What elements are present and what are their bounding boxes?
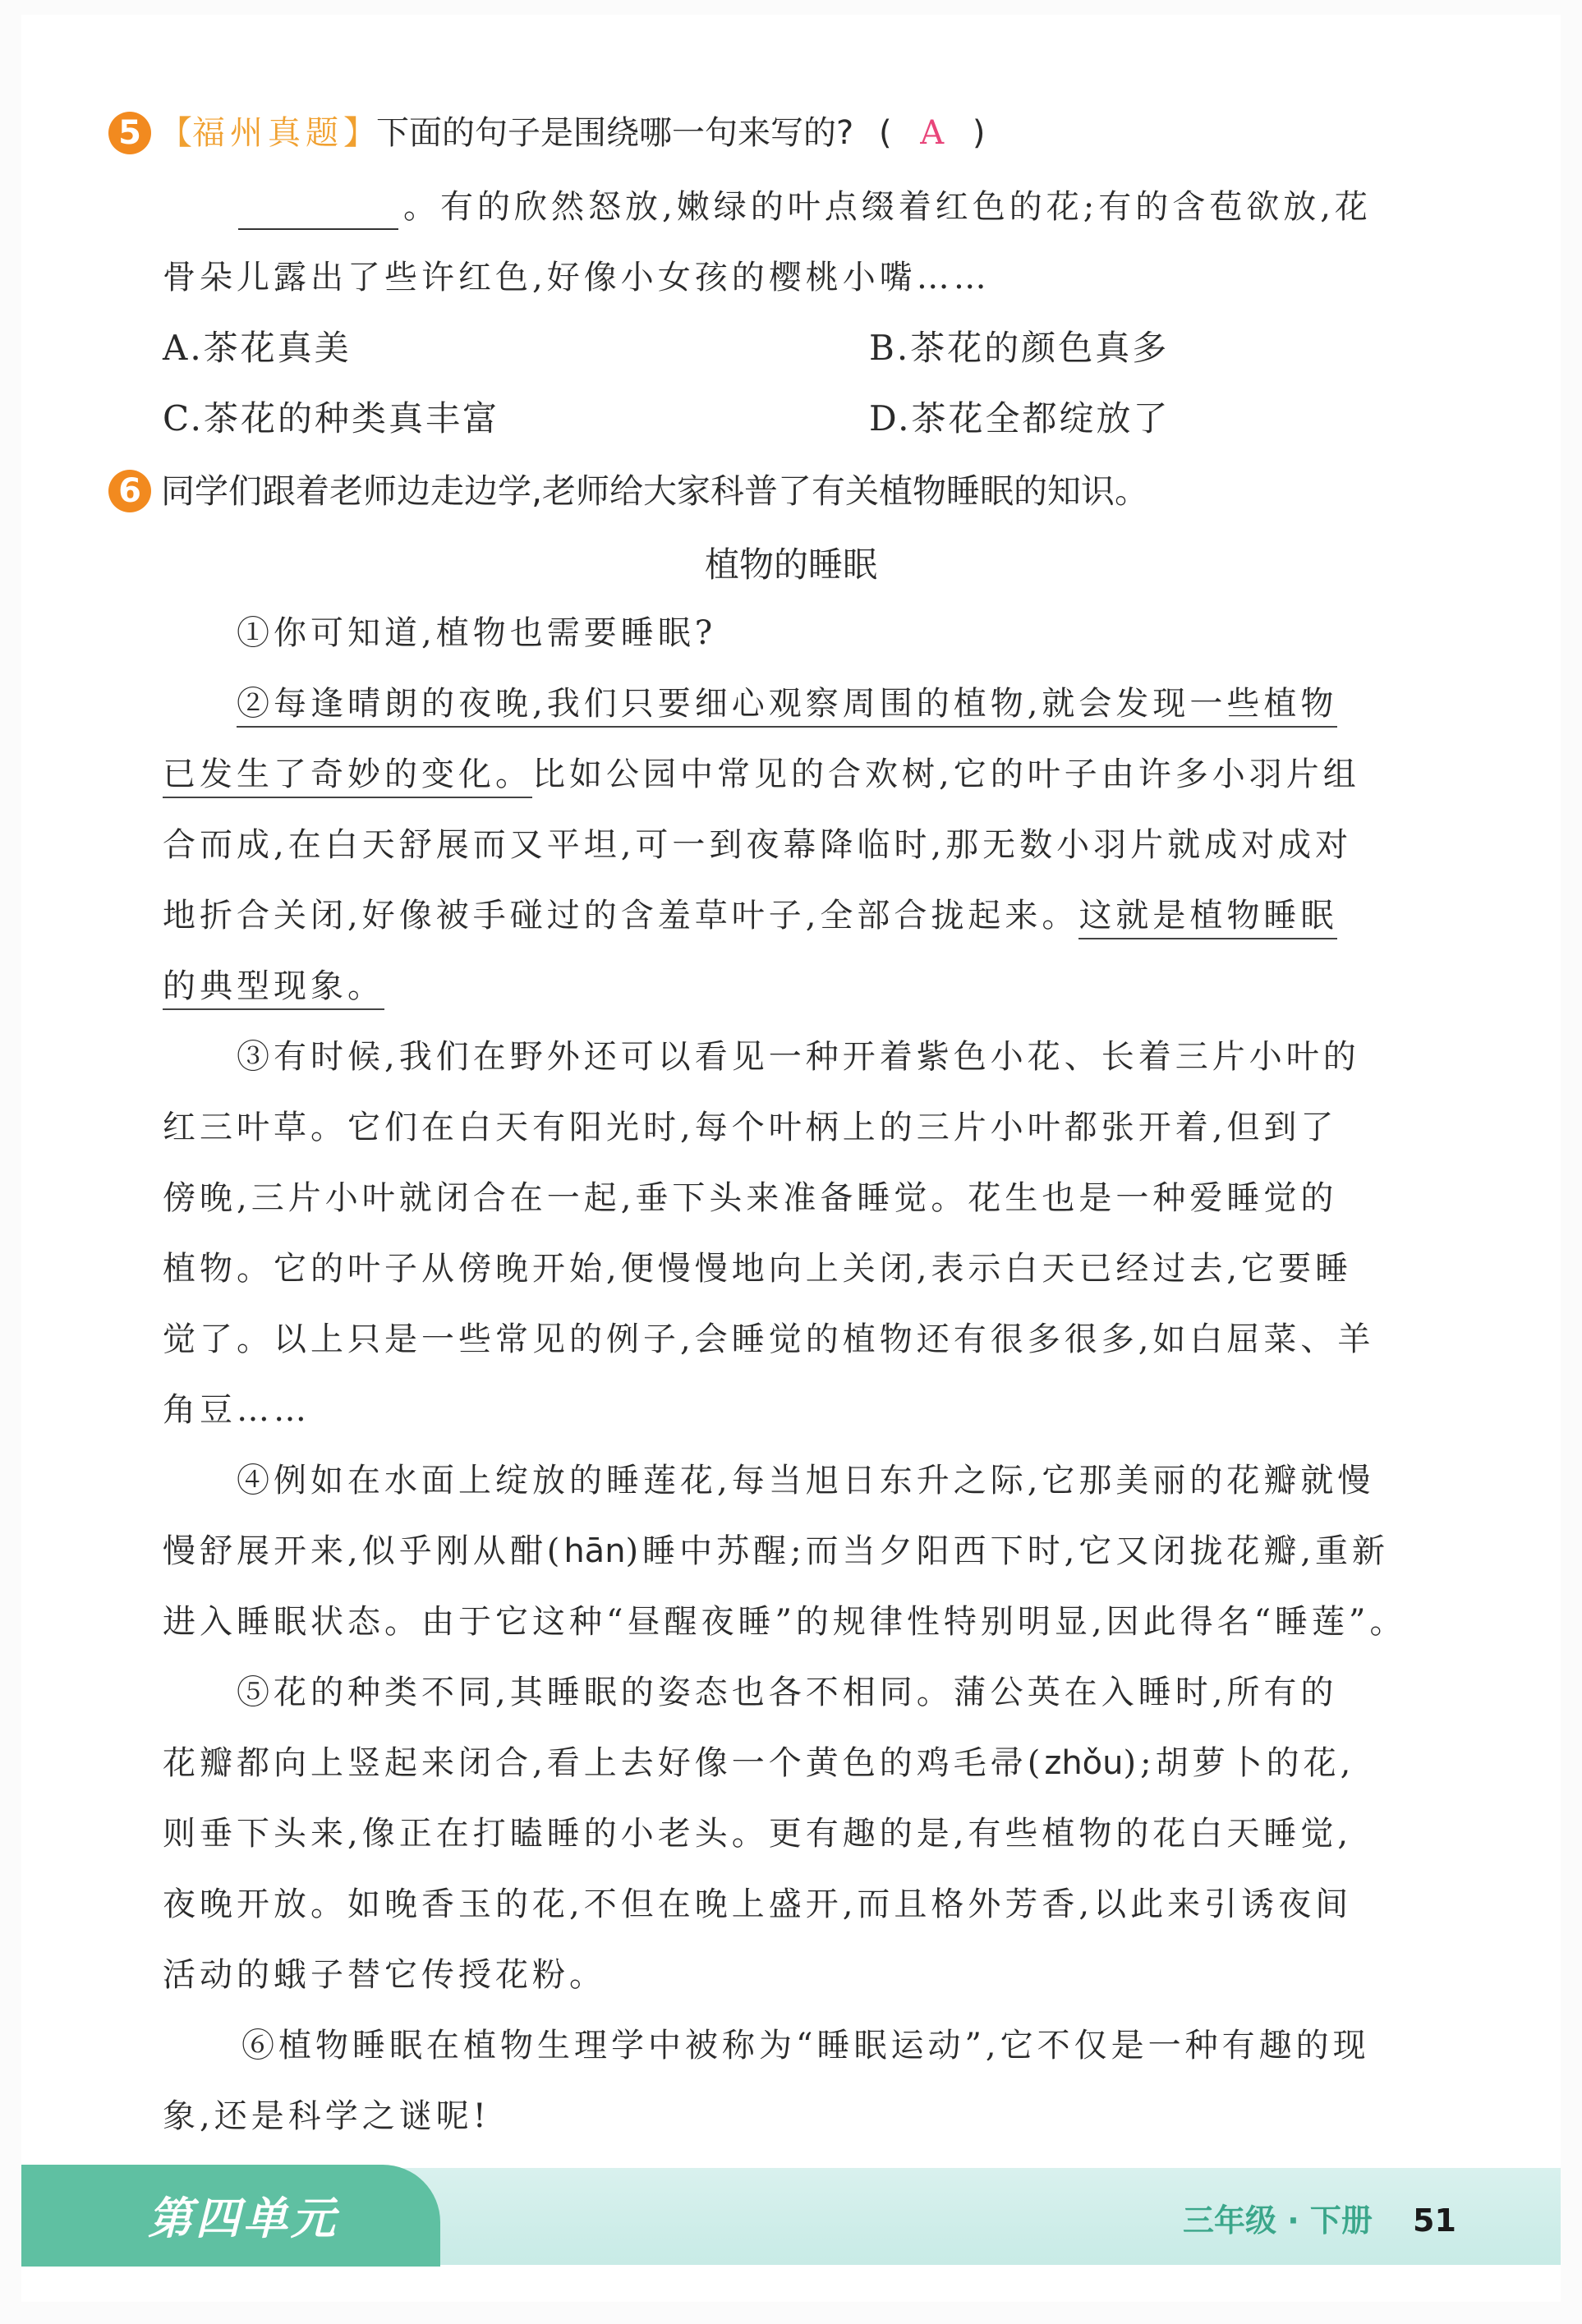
underlined-text: 的典型现象。 xyxy=(163,967,384,1010)
paragraph-5-line-1: ⑤花的种类不同,其睡眠的姿态也各不相同。蒲公英在入睡时,所有的 xyxy=(237,1674,1338,1711)
paren-close: ) xyxy=(972,114,986,152)
paragraph-5-line-4: 夜晚开放。如晚香玉的花,不但在晚上盛开,而且格外芳香,以此来引诱夜间 xyxy=(163,1885,1353,1923)
question-5-prompt: 下面的句子是围绕哪一句来写的? xyxy=(376,114,854,152)
paragraph-3-line-4: 植物。它的叶子从傍晚开始,便慢慢地向上关闭,表示白天已经过去,它要睡 xyxy=(163,1250,1353,1288)
text: 花瓣都向上竖起来闭合,看上去好像一个黄色的鸡毛帚( xyxy=(163,1744,1045,1782)
paragraph-5-line-2 xyxy=(163,1728,1460,1798)
underlined-text: 已发生了奇妙的变化。 xyxy=(163,756,532,798)
pinyin: hān xyxy=(563,1532,626,1570)
article-body xyxy=(163,598,1460,2152)
underlined-text: 这就是植物睡眠 xyxy=(1078,897,1337,939)
tag-close: 】 xyxy=(343,114,376,152)
article-title: 植物的睡眠 xyxy=(704,544,877,585)
question-5-passage-line-1 xyxy=(238,184,1536,230)
paragraph-2-line-4 xyxy=(163,880,1460,951)
paragraph-5-line-5: 活动的蛾子替它传授花粉。 xyxy=(163,1956,606,1994)
text: 慢舒展开来,似乎刚从酣( xyxy=(163,1532,564,1570)
text: )睡中苏醒;而当夕阳西下时,它又闭拢花瓣,重新 xyxy=(625,1532,1390,1570)
question-5-header xyxy=(159,110,986,156)
paragraph-4-line-3: 进入睡眠状态。由于它这种“昼醒夜睡”的规律性特别明显,因此得名“睡莲”。 xyxy=(163,1603,1407,1641)
paragraph-2-line-3: 合而成,在白天舒展而又平坦,可一到夜幕降临时,那无数小羽片就成对成对 xyxy=(163,826,1353,864)
paragraph-2-line-2 xyxy=(163,739,1460,810)
paragraph-6-line-1: ⑥植物睡眠在植物生理学中被称为“睡眠运动”,它不仅是一种有趣的现 xyxy=(241,2027,1370,2065)
pinyin: zhǒu xyxy=(1044,1744,1124,1782)
page-number: 51 xyxy=(1413,2202,1456,2239)
question-6-number: 6 xyxy=(108,470,151,512)
option-c: C.茶花的种类真丰富 xyxy=(163,398,499,439)
paragraph-3-line-1: ③有时候,我们在野外还可以看见一种开着紫色小花、长着三片小叶的 xyxy=(237,1038,1360,1076)
text: 比如公园中常见的合欢树,它的叶子由许多小羽片组 xyxy=(532,756,1360,793)
grade-label: 三年级 · 下册 xyxy=(1183,2202,1373,2239)
option-a: A.茶花真美 xyxy=(163,328,352,368)
paragraph-3-line-2: 红三叶草。它们在白天有阳光时,每个叶柄上的三片小叶都张开着,但到了 xyxy=(163,1109,1338,1146)
paragraph-3-line-6: 角豆…… xyxy=(163,1391,310,1429)
answer-mark: A xyxy=(920,114,945,152)
question-5-passage-line-2: 骨朵儿露出了些许红色,好像小女孩的樱桃小嘴…… xyxy=(163,259,991,296)
paragraph-3-line-5: 觉了。以上只是一些常见的例子,会睡觉的植物还有很多很多,如白屈菜、羊 xyxy=(163,1320,1375,1358)
paragraph-6-line-2: 象,还是科学之谜呢! xyxy=(163,2097,490,2135)
tag-open: 【 xyxy=(159,114,192,152)
text: 地折合关闭,好像被手碰过的含羞草叶子,全部合拢起来。 xyxy=(163,897,1079,935)
paren-open: ( xyxy=(878,114,892,152)
option-b: B.茶花的颜色真多 xyxy=(869,328,1170,368)
paragraph-2-line-5 xyxy=(163,951,1460,1022)
answer-blank xyxy=(238,187,398,230)
paragraph-1: ①你可知道,植物也需要睡眠? xyxy=(237,614,717,652)
question-6-prompt: 同学们跟着老师边走边学,老师给大家科普了有关植物睡眠的知识。 xyxy=(161,471,1149,511)
paragraph-2-line-1 xyxy=(163,668,1460,739)
underlined-text: ②每逢晴朗的夜晚,我们只要细心观察周围的植物,就会发现一些植物 xyxy=(237,685,1337,728)
paragraph-5-line-3: 则垂下头来,像正在打瞌睡的小老头。更有趣的是,有些植物的花白天睡觉, xyxy=(163,1815,1353,1853)
source-tag: 福州真题 xyxy=(192,114,343,152)
paragraph-3-line-3: 傍晚,三片小叶就闭合在一起,垂下头来准备睡觉。花生也是一种爱睡觉的 xyxy=(163,1179,1338,1217)
paragraph-4-line-2 xyxy=(163,1516,1460,1587)
option-d: D.茶花全都绽放了 xyxy=(869,398,1170,439)
unit-label: 第四单元 xyxy=(148,2193,338,2244)
question-5-number: 5 xyxy=(108,112,151,154)
passage-text: 。有的欣然怒放,嫩绿的叶点缀着红色的花;有的含苞欲放,花 xyxy=(403,188,1372,226)
paragraph-4-line-1: ④例如在水面上绽放的睡莲花,每当旭日东升之际,它那美丽的花瓣就慢 xyxy=(237,1462,1375,1500)
text: );胡萝卜的花, xyxy=(1123,1744,1355,1782)
